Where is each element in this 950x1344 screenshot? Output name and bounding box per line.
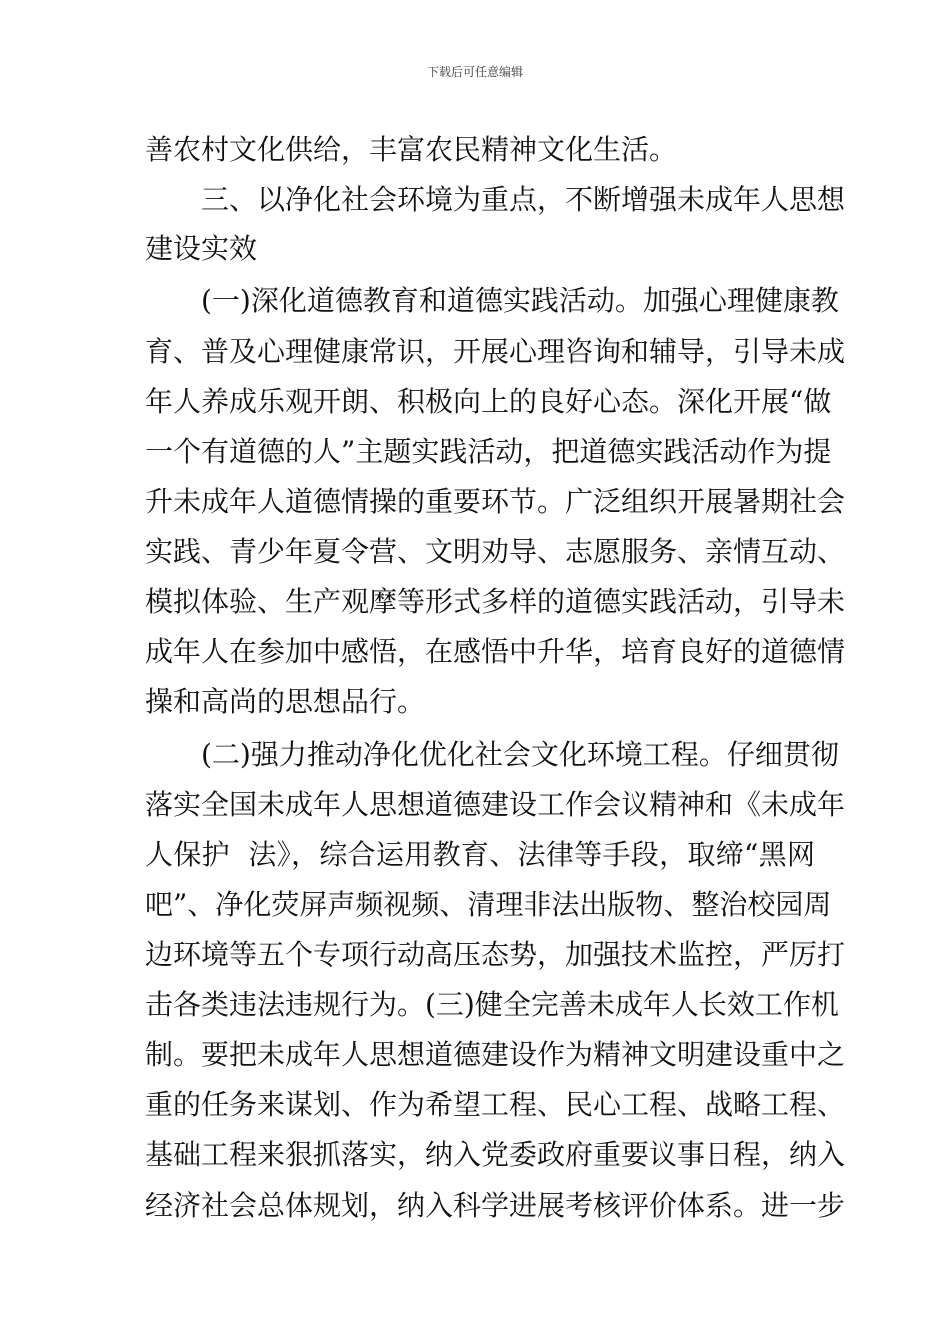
body-line: 操和高尚的思想品行。 bbox=[145, 685, 426, 718]
body-line: (二)强力推动净化优化社会文化环境工程。仔细贯彻 bbox=[201, 738, 839, 771]
body-line: 基础工程来狠抓落实，纳入党委政府重要议事日程，纳入 bbox=[145, 1138, 846, 1171]
body-line: 模拟体验、生产观摩等形式多样的道德实践活动，引导未 bbox=[145, 585, 846, 618]
body-line: 善农村文化供给，丰富农民精神文化生活。 bbox=[145, 133, 678, 166]
body-line: 经济社会总体规划，纳入科学进展考核评价体系。进一步 bbox=[145, 1189, 846, 1222]
body-line: 吧”、净化荧屏声频视频、清理非法出版物、整治校园周 bbox=[145, 888, 832, 921]
body-line: 育、普及心理健康常识，开展心理咨询和辅导，引导未成 bbox=[145, 335, 846, 368]
body-line: 人保护 法》，综合运用教育、法律等手段，取缔“黑网 bbox=[145, 838, 815, 871]
body-line: 升未成年人道德情操的重要环节。广泛组织开展暑期社会 bbox=[145, 485, 846, 518]
body-line: 落实全国未成年人思想道德建设工作会议精神和《未成年 bbox=[145, 788, 846, 821]
body-line: 制。要把未成年人思想道德建设作为精神文明建设重中之 bbox=[145, 1038, 846, 1071]
body-line: 实践、青少年夏令营、文明劝导、志愿服务、亲情互动、 bbox=[145, 535, 846, 568]
body-line: 边环境等五个专项行动高压态势，加强技术监控，严厉打 bbox=[145, 938, 846, 971]
page-header: 下载后可任意编辑 bbox=[426, 65, 523, 79]
section-heading-line: 建设实效 bbox=[145, 232, 258, 265]
body-line: (一)深化道德教育和道德实践活动。加强心理健康教 bbox=[201, 284, 839, 317]
section-heading-line: 三、以净化社会环境为重点，不断增强未成年人思想 bbox=[201, 183, 846, 216]
body-line: 成年人在参加中感悟，在感悟中升华，培育良好的道德情 bbox=[145, 635, 846, 668]
body-line: 重的任务来谋划、作为希望工程、民心工程、战略工程、 bbox=[145, 1088, 846, 1121]
body-line: 年人养成乐观开朗、积极向上的良好心态。深化开展“做 bbox=[145, 385, 832, 418]
body-line: 一个有道德的人”主题实践活动，把道德实践活动作为提 bbox=[145, 435, 832, 468]
body-line: 击各类违法违规行为。(三)健全完善未成年人长效工作机 bbox=[145, 988, 839, 1021]
